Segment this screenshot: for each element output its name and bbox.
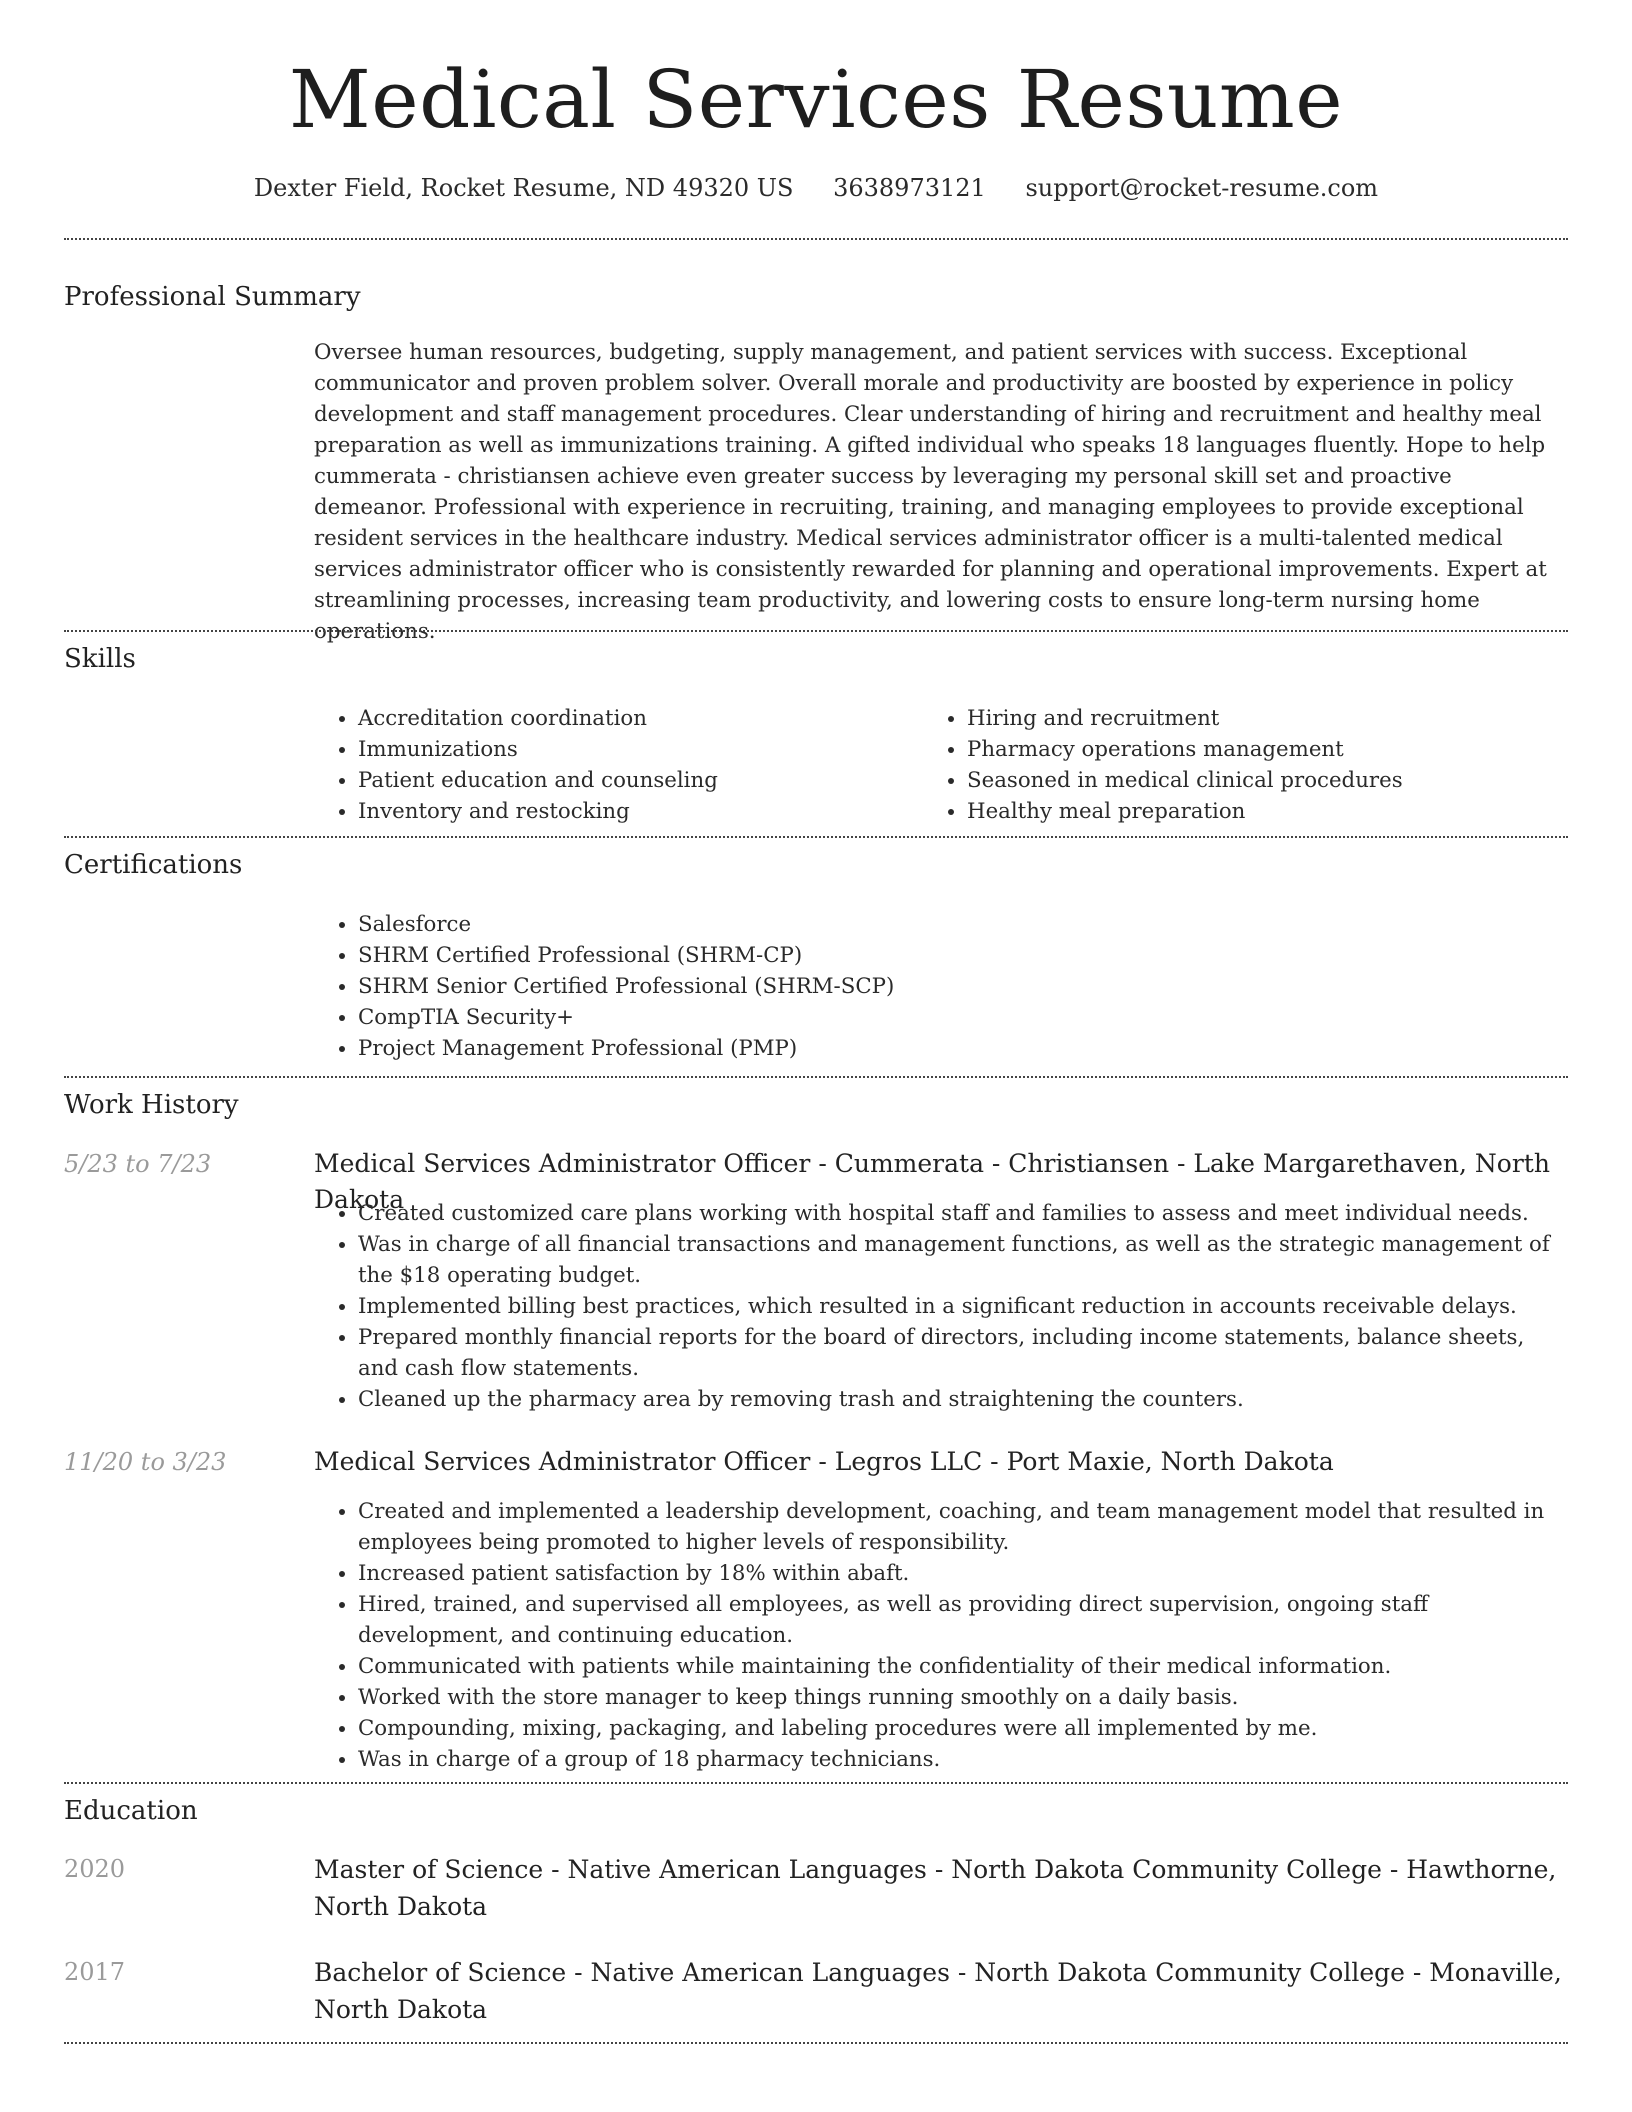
skills-column-right (923, 703, 1403, 827)
summary-heading: Professional Summary (64, 282, 361, 312)
education-entry: Master of Science - Native American Languages - North Dakota Community College - Hawthorne, North Dakota (314, 1855, 1557, 1921)
job-bullet: • Was in charge of all financial transactions and management functions, as well as the strategic management of the $18 operating budget. (358, 1229, 1568, 1291)
education-heading: Education (64, 1796, 198, 1826)
job-bullet: • Prepared monthly financial reports for the board of directors, including income statements, balance sheets, and cash flow statements. (358, 1322, 1568, 1384)
skill-item: • Pharmacy operations management (967, 734, 1403, 765)
certification-item: • SHRM Senior Certified Professional (SHRM-SCP) (358, 971, 1568, 1002)
section-divider (64, 836, 1568, 838)
skill-item: • Patient education and counseling (358, 765, 718, 796)
section-divider (64, 1782, 1568, 1784)
job-bullet: • Increased patient satisfaction by 18% within abaft. (358, 1558, 1568, 1589)
job-bullet: • Hired, trained, and supervised all employees, as well as providing direct supervision, ongoing staff development, and continuing education. (358, 1589, 1568, 1651)
job-bullet: • Implemented billing best practices, which resulted in a significant reduction in accounts receivable delays. (358, 1291, 1568, 1322)
education-year: 2020 (64, 1855, 126, 1883)
work-history-heading: Work History (64, 1090, 239, 1120)
job-bullet: • Was in charge of a group of 18 pharmacy technicians. (358, 1744, 1568, 1775)
job-bullet: • Created customized care plans working with hospital staff and families to assess and meet individual needs. (358, 1198, 1568, 1229)
certification-item: • Project Management Professional (PMP) (358, 1033, 1568, 1064)
section-divider (64, 630, 1568, 632)
job-bullets (314, 1496, 1568, 1775)
contact-line (0, 170, 1632, 206)
certification-item: • Salesforce (358, 909, 1568, 940)
contact-email: support@rocket-resume.com (1025, 174, 1379, 202)
job-dates: 11/20 to 3/23 (64, 1448, 227, 1476)
job-title: Medical Services Administrator Officer - Cummerata - Christiansen - Lake Margarethaven, North Dakota (314, 1149, 1550, 1214)
skill-item: • Inventory and restocking (358, 796, 718, 827)
contact-address: Dexter Field, Rocket Resume, ND 49320 US (253, 174, 794, 202)
section-divider (64, 238, 1568, 240)
skill-item: • Hiring and recruitment (967, 703, 1403, 734)
job-bullet: • Worked with the store manager to keep things running smoothly on a daily basis. (358, 1682, 1568, 1713)
skill-item: • Accreditation coordination (358, 703, 718, 734)
skills-column-left (314, 703, 718, 827)
education-year: 2017 (64, 1958, 126, 1986)
job-bullet: • Cleaned up the pharmacy area by removing trash and straightening the counters. (358, 1384, 1568, 1415)
job-dates: 5/23 to 7/23 (64, 1150, 212, 1178)
skill-item: • Healthy meal preparation (967, 796, 1403, 827)
summary-text: Oversee human resources, budgeting, supply management, and patient services with success. Exceptional communicator and proven problem solver. Overall morale and productivity are boosted by experience in policy development and staff management procedures. Clear understanding of hiring and recruitment and healthy meal preparation as well as immunizations training. A gifted individual who speaks 18 languages fluently. Hope to help cummerata - christiansen achieve even greater success by leveraging my personal skill set and proactive demeanor. Professional with experience in recruiting, training, and managing employees to provide exceptional resident services in the healthcare industry. Medical services administrator officer is a multi-talented medical services administrator officer who is consistently rewarded for planning and operational improvements. Expert at streamlining processes, increasing team productivity, and lowering costs to ensure long-term nursing home operations. (314, 340, 1547, 644)
contact-phone: 3638973121 (833, 174, 986, 202)
certification-item: • CompTIA Security+ (358, 1002, 1568, 1033)
education-entry: Bachelor of Science - Native American Languages - North Dakota Community College - Monaville, North Dakota (314, 1958, 1562, 2024)
skill-item: • Seasoned in medical clinical procedures (967, 765, 1403, 796)
resume-title: Medical Services Resume (288, 53, 1344, 146)
job-bullets (314, 1198, 1568, 1415)
certification-item: • SHRM Certified Professional (SHRM-CP) (358, 940, 1568, 971)
skill-item: • Immunizations (358, 734, 718, 765)
section-divider (64, 2042, 1568, 2044)
job-bullet: • Compounding, mixing, packaging, and labeling procedures were all implemented by me. (358, 1713, 1568, 1744)
section-divider (64, 1076, 1568, 1078)
certifications-heading: Certifications (64, 850, 243, 880)
job-bullet: • Created and implemented a leadership development, coaching, and team management model that resulted in employees being promoted to higher levels of responsibility. (358, 1496, 1568, 1558)
job-bullet: • Communicated with patients while maintaining the confidentiality of their medical information. (358, 1651, 1568, 1682)
certifications-list (314, 909, 1568, 1064)
skills-heading: Skills (64, 644, 136, 674)
job-title: Medical Services Administrator Officer - Legros LLC - Port Maxie, North Dakota (314, 1447, 1334, 1476)
